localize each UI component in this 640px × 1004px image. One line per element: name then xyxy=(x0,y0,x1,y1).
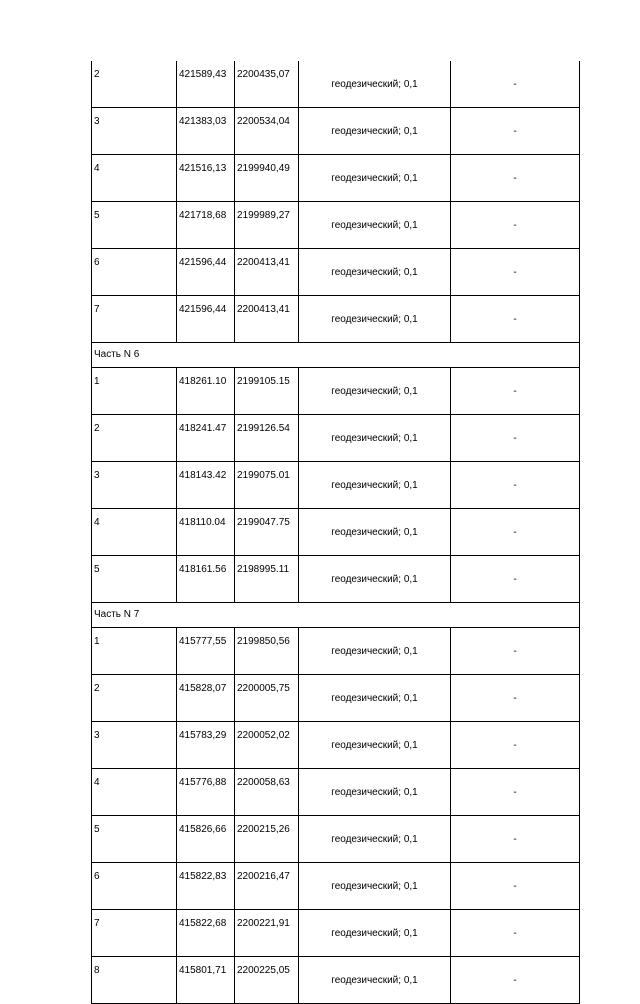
coordinate-x: 421596,44 xyxy=(177,249,235,296)
determination-method: геодезический; 0,1 xyxy=(299,628,451,675)
coordinate-x: 418161.56 xyxy=(177,556,235,603)
table-row xyxy=(92,155,580,202)
determination-method: геодезический; 0,1 xyxy=(299,675,451,722)
coordinate-x: 415828,07 xyxy=(177,675,235,722)
point-number: 4 xyxy=(92,509,177,556)
coordinate-x: 415826,66 xyxy=(177,816,235,863)
coordinate-y: 2200005,75 xyxy=(235,675,299,722)
coordinate-x: 415783,29 xyxy=(177,722,235,769)
part-title: Часть N 7 xyxy=(92,603,580,628)
coordinate-y: 2199850,56 xyxy=(235,628,299,675)
coordinate-y: 2200413,41 xyxy=(235,296,299,343)
coordinate-y: 2199940,49 xyxy=(235,155,299,202)
point-number: 5 xyxy=(92,202,177,249)
determination-method: геодезический; 0,1 xyxy=(299,863,451,910)
coordinate-x: 415822,83 xyxy=(177,863,235,910)
table-row xyxy=(92,368,580,415)
table-row xyxy=(92,957,580,1004)
point-description: - xyxy=(451,462,580,509)
coordinate-y: 2200052,02 xyxy=(235,722,299,769)
coordinate-x: 421718,68 xyxy=(177,202,235,249)
determination-method: геодезический; 0,1 xyxy=(299,368,451,415)
point-description: - xyxy=(451,957,580,1004)
coordinate-x: 421596,44 xyxy=(177,296,235,343)
point-number: 6 xyxy=(92,249,177,296)
table-row xyxy=(92,769,580,816)
determination-method: геодезический; 0,1 xyxy=(299,249,451,296)
coordinate-x: 415822,68 xyxy=(177,910,235,957)
point-number: 1 xyxy=(92,368,177,415)
coordinate-y: 2199047.75 xyxy=(235,509,299,556)
point-description: - xyxy=(451,368,580,415)
coordinate-y: 2200413,41 xyxy=(235,249,299,296)
table-row xyxy=(92,61,580,108)
point-description: - xyxy=(451,675,580,722)
determination-method: геодезический; 0,1 xyxy=(299,296,451,343)
determination-method: геодезический; 0,1 xyxy=(299,108,451,155)
coordinate-x: 418143.42 xyxy=(177,462,235,509)
table-row xyxy=(92,296,580,343)
point-number: 6 xyxy=(92,863,177,910)
coordinate-x: 421589,43 xyxy=(177,61,235,108)
point-description: - xyxy=(451,816,580,863)
point-number: 2 xyxy=(92,675,177,722)
coordinate-x: 415776,88 xyxy=(177,769,235,816)
point-description: - xyxy=(451,769,580,816)
table-row xyxy=(92,202,580,249)
coordinates-table xyxy=(91,61,580,1004)
coordinate-y: 2200216,47 xyxy=(235,863,299,910)
coordinate-y: 2198995.11 xyxy=(235,556,299,603)
coordinate-x: 415801,71 xyxy=(177,957,235,1004)
point-number: 3 xyxy=(92,108,177,155)
table-row xyxy=(92,722,580,769)
coordinate-y: 2200534,04 xyxy=(235,108,299,155)
table-row xyxy=(92,415,580,462)
coordinates-table-body xyxy=(92,61,580,1004)
table-row xyxy=(92,675,580,722)
table-row xyxy=(92,462,580,509)
determination-method: геодезический; 0,1 xyxy=(299,957,451,1004)
point-number: 1 xyxy=(92,628,177,675)
coordinate-x: 421383,03 xyxy=(177,108,235,155)
determination-method: геодезический; 0,1 xyxy=(299,415,451,462)
table-row xyxy=(92,509,580,556)
determination-method: геодезический; 0,1 xyxy=(299,509,451,556)
point-description: - xyxy=(451,628,580,675)
coordinate-y: 2200221,91 xyxy=(235,910,299,957)
point-description: - xyxy=(451,155,580,202)
coordinate-x: 418261.10 xyxy=(177,368,235,415)
point-number: 5 xyxy=(92,816,177,863)
point-description: - xyxy=(451,863,580,910)
point-number: 3 xyxy=(92,722,177,769)
coordinate-y: 2199105.15 xyxy=(235,368,299,415)
coordinate-x: 418241.47 xyxy=(177,415,235,462)
point-description: - xyxy=(451,415,580,462)
table-row xyxy=(92,249,580,296)
point-number: 7 xyxy=(92,910,177,957)
coordinate-y: 2200058,63 xyxy=(235,769,299,816)
point-description: - xyxy=(451,556,580,603)
coordinate-y: 2199075.01 xyxy=(235,462,299,509)
table-row xyxy=(92,108,580,155)
point-number: 5 xyxy=(92,556,177,603)
determination-method: геодезический; 0,1 xyxy=(299,769,451,816)
part-header-row xyxy=(92,603,580,628)
point-description: - xyxy=(451,509,580,556)
determination-method: геодезический; 0,1 xyxy=(299,155,451,202)
coordinate-y: 2200225,05 xyxy=(235,957,299,1004)
point-description: - xyxy=(451,61,580,108)
table-row xyxy=(92,910,580,957)
determination-method: геодезический; 0,1 xyxy=(299,910,451,957)
determination-method: геодезический; 0,1 xyxy=(299,61,451,108)
coordinate-y: 2199989,27 xyxy=(235,202,299,249)
determination-method: геодезический; 0,1 xyxy=(299,556,451,603)
point-number: 3 xyxy=(92,462,177,509)
determination-method: геодезический; 0,1 xyxy=(299,462,451,509)
determination-method: геодезический; 0,1 xyxy=(299,202,451,249)
coordinate-x: 415777,55 xyxy=(177,628,235,675)
point-description: - xyxy=(451,296,580,343)
point-number: 8 xyxy=(92,957,177,1004)
part-header-row xyxy=(92,343,580,368)
table-row xyxy=(92,863,580,910)
point-description: - xyxy=(451,202,580,249)
point-description: - xyxy=(451,722,580,769)
table-row xyxy=(92,556,580,603)
point-description: - xyxy=(451,249,580,296)
coordinate-y: 2200215,26 xyxy=(235,816,299,863)
coordinate-y: 2200435,07 xyxy=(235,61,299,108)
coordinate-x: 418110.04 xyxy=(177,509,235,556)
table-row xyxy=(92,816,580,863)
determination-method: геодезический; 0,1 xyxy=(299,722,451,769)
point-number: 7 xyxy=(92,296,177,343)
table-row xyxy=(92,628,580,675)
part-title: Часть N 6 xyxy=(92,343,580,368)
coordinate-y: 2199126.54 xyxy=(235,415,299,462)
document-page xyxy=(91,61,579,1004)
point-description: - xyxy=(451,108,580,155)
point-number: 2 xyxy=(92,61,177,108)
determination-method: геодезический; 0,1 xyxy=(299,816,451,863)
point-number: 4 xyxy=(92,769,177,816)
point-description: - xyxy=(451,910,580,957)
point-number: 2 xyxy=(92,415,177,462)
coordinate-x: 421516,13 xyxy=(177,155,235,202)
point-number: 4 xyxy=(92,155,177,202)
